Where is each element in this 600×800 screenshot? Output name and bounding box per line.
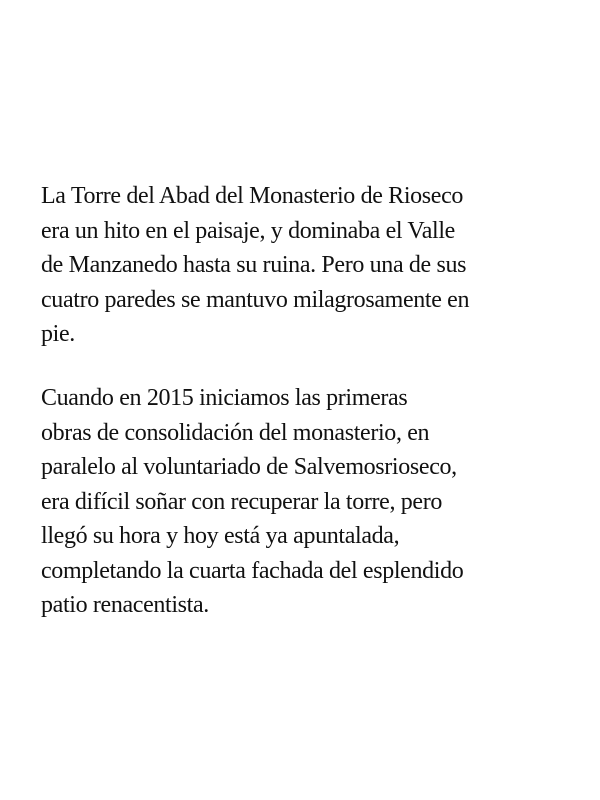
paragraph-1: [41, 179, 581, 352]
text-line: pie.: [41, 321, 75, 347]
paragraph-2: [41, 381, 581, 623]
text-line: patio renacentista.: [41, 592, 209, 618]
text-line: Cuando en 2015 iniciamos las primeras: [41, 385, 408, 411]
text-line: era difícil soñar con recuperar la torre, pero: [41, 488, 443, 515]
text-line: paralelo al voluntariado de Salvemosrioseco,: [41, 454, 457, 480]
text-line: completando la cuarta fachada del esplendido: [41, 557, 464, 584]
text-line: era un hito en el paisaje, y dominaba el Valle: [41, 217, 455, 244]
text-line: de Manzanedo hasta su ruina. Pero una de sus: [41, 252, 467, 278]
text-line: obras de consolidación del monasterio, en: [41, 419, 430, 446]
text-line: cuatro paredes se mantuvo milagrosamente en: [41, 286, 470, 313]
text-line: llegó su hora y hoy está ya apuntalada,: [41, 523, 400, 549]
text-line: La Torre del Abad del Monasterio de Rioseco: [41, 183, 464, 209]
